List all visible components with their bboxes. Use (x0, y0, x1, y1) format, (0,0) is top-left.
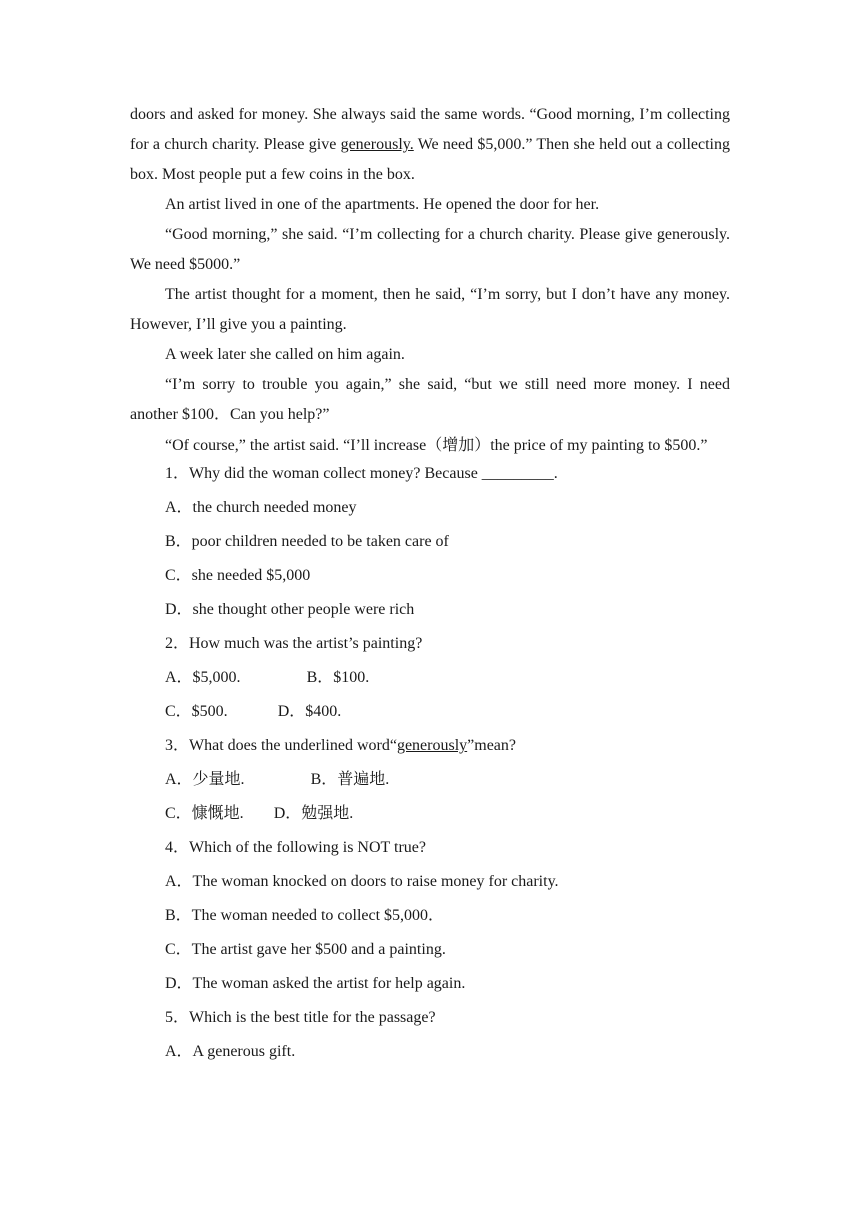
question-4-option-a: A．The woman knocked on doors to raise money for charity. (165, 873, 559, 890)
question-4 (130, 839, 730, 1009)
document-page (130, 100, 730, 1077)
question-1-stem: 1．Why did the woman collect money? Because _________. (165, 465, 558, 482)
reading-passage (130, 100, 730, 462)
question-3-option-c: C．慷慨地. (165, 805, 244, 822)
question-5-option-a: A．A generous gift. (165, 1043, 296, 1060)
question-3-option-d: D．勉强地. (273, 805, 354, 822)
question-3 (130, 737, 730, 839)
passage-paragraph-4: The artist thought for a moment, then he said, “I’m sorry, but I don’t have any money. However, I’ll give you a painting. (130, 286, 730, 333)
question-2-stem: 2．How much was the artist’s painting? (165, 635, 423, 652)
question-4-option-b: B．The woman needed to collect $5,000． (165, 907, 445, 924)
question-2-option-c: C．$500. (165, 703, 228, 720)
question-1-option-b: B．poor children needed to be taken care of (165, 533, 449, 550)
question-2-option-d: D．$400. (277, 703, 342, 720)
passage-paragraph-5: A week later she called on him again. (165, 346, 405, 363)
question-5-stem: 5．Which is the best title for the passage? (165, 1009, 436, 1026)
question-2-option-a: A．$5,000. (165, 669, 241, 686)
question-3-option-b: B．普遍地. (310, 771, 390, 788)
question-1 (130, 465, 730, 635)
question-2 (130, 635, 730, 737)
question-4-stem: 4．Which of the following is NOT true? (165, 839, 426, 856)
question-list (130, 465, 730, 1077)
question-4-option-c: C．The artist gave her $500 and a painting. (165, 941, 446, 958)
passage-paragraph-3: “Good morning,” she said. “I’m collecting for a church charity. Please give generously. We need $5000.” (130, 226, 730, 273)
question-5 (130, 1009, 730, 1077)
underlined-word-generously: generously (396, 737, 468, 754)
passage-paragraph-7: “Of course,” the artist said. “I’ll increase（增加）the price of my painting to $500.” (165, 437, 708, 454)
question-2-options-ab (130, 669, 730, 703)
question-1-option-a: A．the church needed money (165, 499, 357, 516)
question-3-option-a: A．少量地. (165, 771, 245, 788)
question-3-options-cd (130, 805, 730, 839)
question-3-stem: 3．What does the underlined word“generously”mean? (165, 737, 516, 754)
question-1-option-c: C．she needed $5,000 (165, 567, 311, 584)
question-2-option-b: B．$100. (306, 669, 370, 686)
passage-paragraph-6: “I’m sorry to trouble you again,” she said, “but we still need more money. I need another $100．Can you help?” (130, 376, 730, 423)
underlined-word-generously: generously. (340, 136, 414, 153)
question-2-options-cd (130, 703, 730, 737)
question-4-option-d: D．The woman asked the artist for help again. (165, 975, 466, 992)
question-1-option-d: D．she thought other people were rich (165, 601, 415, 618)
passage-paragraph-2: An artist lived in one of the apartments. He opened the door for her. (165, 196, 600, 213)
question-3-options-ab (130, 771, 730, 805)
passage-paragraph-1: doors and asked for money. She always said the same words. “Good morning, I’m collecting for a church charity. Please give generously. We need $5,000.” Then she held out a collecting box. Most people put a few coins in the box. (130, 106, 731, 183)
